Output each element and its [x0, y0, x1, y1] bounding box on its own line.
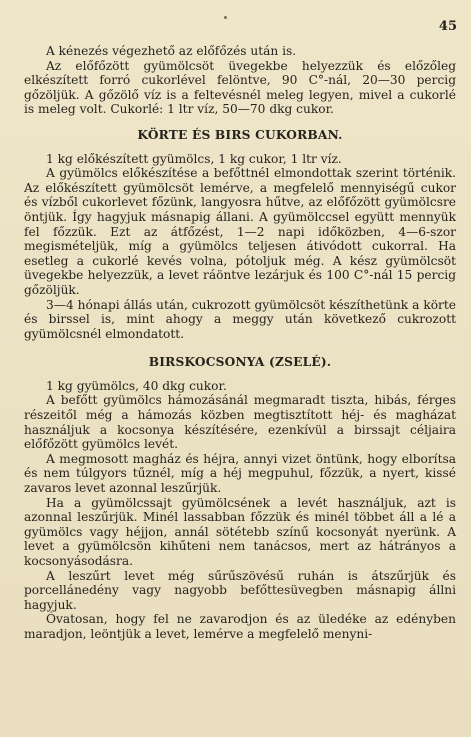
intro-paragraph-2: Az előfőzött gyümölcsöt üvegekbe helyezzük és előzőleg elkészített forró cukorlével felöntve, 90 C°-nál, 20—30 percig gőzöljük. A gőzölő víz is a feltevésnél meleg legyen, mivel a cukorlé is meleg volt. Cukorlé: 1 ltr víz, 50—70 dkg cukor.	[24, 58, 456, 117]
page-body	[24, 44, 456, 642]
recipe-method-paragraph: A gyümölcs előkészítése a befőttnél elmondottak szerint történik. Az előkészített gyümölcsöt lemérve, a megfelelő mennyiségű cukor és vízből cukorlevet főzünk, langyosra hűtve, az előfőzött gyümölcsre öntjük. Így hagyjuk másnapig állani. A gyümölccsel együtt mennyük fel főzzük. Ezt az átfőzést, 1—2 napi időközben, 4—6-szor megismételjük, míg a gyümölcs teljesen átivódott cukorral. Ha esetleg a cukorlé kevés volna, pótoljuk még. A kész gyümölcsöt üvegekbe helyezzük, a levet ráöntve lezárjuk és 100 C°-nál 15 percig gőzöljük.	[24, 166, 456, 297]
jelly-ingredients: 1 kg gyümölcs, 40 dkg cukor.	[46, 378, 227, 393]
recipe-ingredients: 1 kg előkészített gyümölcs, 1 kg cukor, 1 ltr víz.	[46, 151, 342, 166]
jelly-paragraph-4: A leszűrt levet még sűrűszövésű ruhán is átszűrjük és porcellánedény vagy nagyobb befőttesüvegben másnapig állni hagyjuk.	[24, 568, 456, 612]
jelly-paragraph-3: Ha a gyümölcssajt gyümölcsének a levét használjuk, azt is azonnal leszűrjük. Minél lassabban főzzük és minél többet áll a lé a gyümölcs vagy héjjon, annál sötétebb színű kocsonyát nyerünk. A levet a gyümölcsön kihűteni nem tanácsos, mert az hátrányos a kocsonyásodásra.	[24, 495, 456, 568]
jelly-paragraph-5: Óvatosan, hogy fel ne zavarodjon és az üledéke az edényben maradjon, leöntjük a levet, lemérve a megfelelő menyni-	[24, 612, 456, 641]
jelly-paragraph-1: A befőtt gyümölcs hámozásánál megmaradt tiszta, hibás, férges részeitől még a hámozás közben megtisztított héj- és magházat használjuk a kocsonya készítésére, ezenkívül a birssajt céljaira előfőzött gyümölcs levét.	[24, 393, 456, 452]
page-number: 45	[438, 19, 457, 34]
jelly-paragraph-2: A megmosott magház és héjra, annyi vizet öntünk, hogy elborítsa és nem túlgyors tűznél, míg a héj megpuhul, főzzük, a nyert, kissé zavaros levet azonnal leszűrjük.	[24, 451, 456, 496]
section-title-korte-es-birs: KÖRTE ÉS BIRS CUKORBAN.	[137, 127, 343, 142]
print-mark	[224, 16, 227, 19]
recipe-note-paragraph: 3—4 hónapi állás után, cukrozott gyümölcsöt készíthetünk a körte és birssel is, mint ahogy a meggy után következő cukrozott gyümölcsnél elmondatott.	[24, 297, 456, 341]
section-title-birskocsonya: BIRSKOCSONYA (ZSELÉ).	[148, 355, 332, 370]
intro-paragraph-1: A kénezés végezhető az előfőzés után is.	[46, 44, 297, 58]
